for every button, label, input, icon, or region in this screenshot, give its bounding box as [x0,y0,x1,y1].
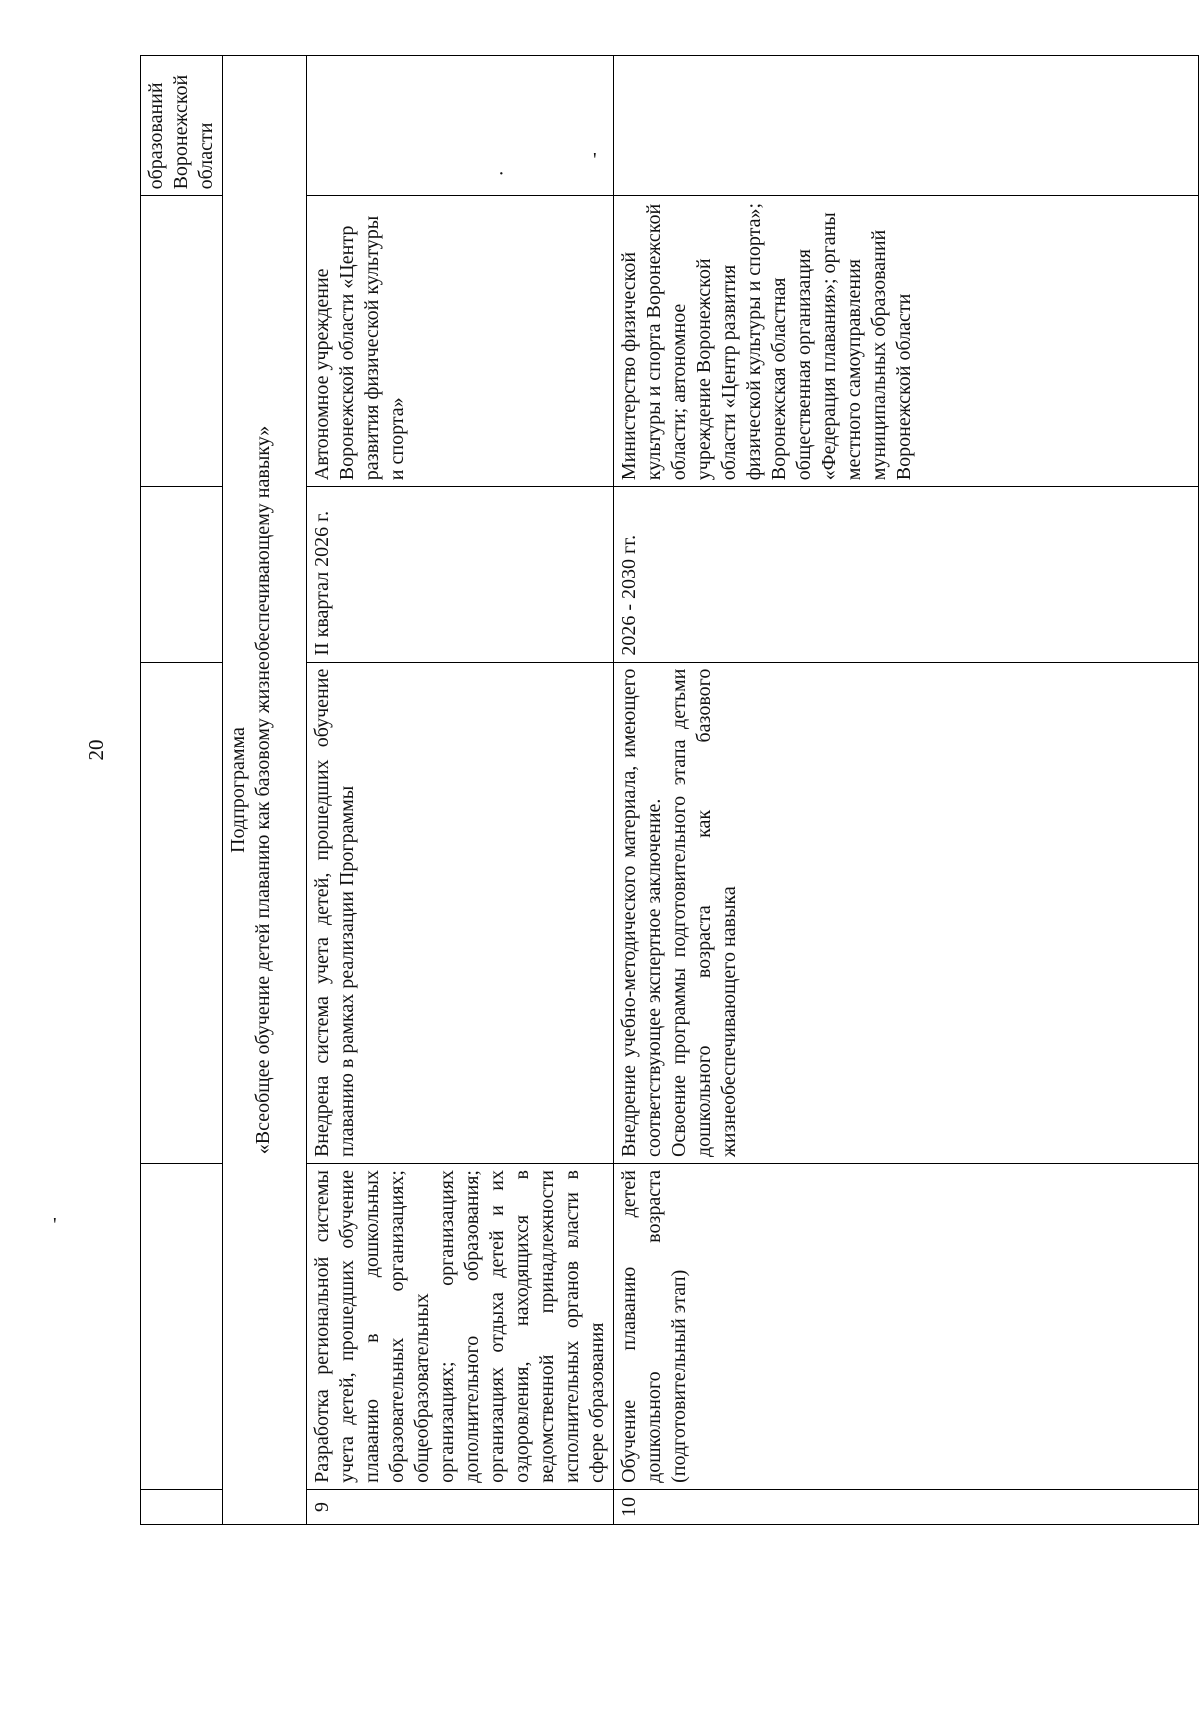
result-paragraph: Освоение программы подготовительного этапа детьми дошкольного возраста как базового жизнеобеспечивающего навыка [668,668,740,1158]
table-cell [307,56,614,196]
table-row [614,56,1199,1525]
stray-mark: ' [593,149,597,171]
responsible-cell: Автономное учреждение Воронежской области «Центр развития физической культуры и спорта» [307,196,614,487]
subprogram-header [223,56,307,1525]
rotated-table-wrapper [140,55,1200,1525]
subprogram-title: Подпрограмма [227,727,249,853]
subprogram-row [223,56,307,1525]
table-cell: образований Воронежской области [141,56,223,196]
stray-mark: ' [53,1214,57,1236]
plan-table [140,55,1199,1525]
result-paragraph: Внедрение учебно-методического материала, имеющего соответствующее экспертное заключение. [618,668,665,1158]
period-cell: II квартал 2026 г. [307,487,614,662]
table-cell [141,1164,223,1490]
responsible-cell: Министерство физической культуры и спорта Воронежской области; автономное учреждение Воронежской области «Центр развития физической культуры и спорта»; Воронежская областная общественная организация «Федерация плавания»; органы местного самоуправления муниципальных образований Воронежской области [614,196,1199,487]
table-cell [141,662,223,1163]
period-cell: 2026 - 2030 гг. [614,487,1199,662]
row-number: 10 [614,1489,1199,1524]
table-cell [141,487,223,662]
activity-cell: Разработка региональной системы учета детей, прошедших обучение плаванию в дошкольных образовательных организациях; общеобразовательных организациях; организациях дополнительного образования; организациях отдыха детей и их оздоровления, находящихся в ведомственной принадлежности исполнительных органов власти в сфере образования [307,1164,614,1490]
result-cell [614,662,1199,1163]
activity-cell: Обучение плаванию детей дошкольного возраста (подготовительный этап) [614,1164,1199,1490]
page-number: 20 [84,739,108,761]
result-cell: Внедрена система учета детей, прошедших обучение плаванию в рамках реализации Программы [307,662,614,1163]
table-row [307,56,614,1525]
table-cell [141,196,223,487]
row-number: 9 [307,1489,614,1524]
table-row [141,56,223,1525]
table-cell [141,1489,223,1524]
table-cell [614,56,1199,196]
subprogram-name: «Всеобщее обучение детей плаванию как базовому жизнеобеспечивающему навыку» [252,425,274,1155]
stray-mark: · [498,163,505,185]
